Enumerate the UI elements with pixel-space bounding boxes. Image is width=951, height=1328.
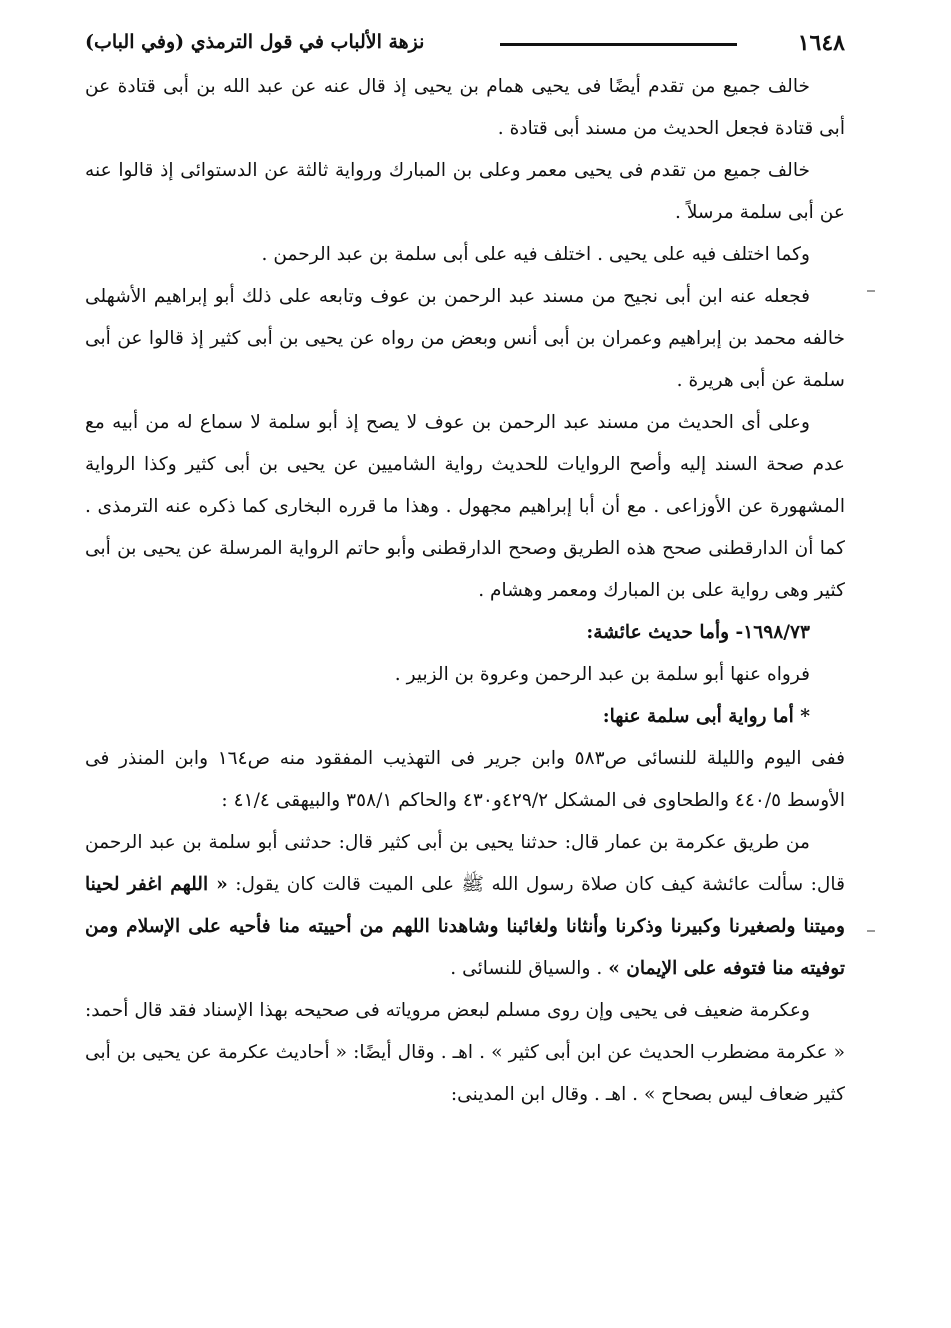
isnad-paragraph: [85, 822, 845, 990]
paragraph: وكما اختلف فيه على يحيى . اختلف فيه على أبى سلمة بن عبد الرحمن .: [261, 244, 810, 265]
sources-paragraph: ففى اليوم والليلة للنسائى ص٥٨٣ وابن جرير فى التهذيب المفقود منه ص١٦٤ وابن المنذر فى الأوسط ٤٤٠/٥ والطحاوى فى المشكل ٤٢٩/٢و٤٣٠ والحاكم ٣٥٨/١ والبيهقى ٤١/٤ :: [85, 748, 845, 811]
dua-quote: « اللهم اغفر لحينا وميتنا ولصغيرنا وكبيرنا وذكرنا وأنثانا ولغائبنا وشاهدنا اللهم من أحييته منا فأحيه على الإسلام ومن توفيته منا فتوفه على الإيمان »: [85, 874, 845, 979]
scan-artifact: [867, 290, 875, 292]
paragraph: وعلى أى الحديث من مسند عبد الرحمن بن عوف لا يصح إذ أبو سلمة لا سماع له من أبيه مع عدم صحة السند إليه وأصح الروايات للحديث رواية الشاميين عن يحيى بن أبى كثير وكذا الرواية المشهورة عن الأوزاعى . مع أن أبا إبراهيم مجهول . وهذا ما قرره البخارى كما ذكره عنه الترمذى . كما أن الدارقطنى صحح هذه الطريق وصحح الدارقطنى وأبو حاتم الرواية المرسلة عن يحيى بن أبى كثير وهى رواية على بن المبارك ومعمر وهشام .: [85, 412, 845, 601]
isnad-outro: . والسياق للنسائى .: [450, 958, 603, 979]
scan-artifact: [867, 930, 875, 932]
book-title: نزهة الألباب في قول الترمذي (وفي الباب): [85, 31, 425, 53]
page-body: [85, 66, 845, 1116]
paragraph: خالف جميع من تقدم أيضًا فى يحيى همام بن يحيى إذ قال عنه عن عبد الله بن أبى قتادة عن أبى قتادة فجعل الحديث من مسند أبى قتادة .: [85, 76, 845, 139]
final-paragraph: وعكرمة ضعيف فى يحيى وإن روى مسلم لبعض مروياته فى صحيحه بهذا الإسناد فقد قال أحمد: « عكرمة مضطرب الحديث عن ابن أبى كثير » . اهـ . وقال أيضًا: « أحاديث عكرمة عن يحيى بن أبى كثير ضعاف ليس بصحاح » . اهـ . وقال ابن المدينى:: [85, 1000, 845, 1105]
section-heading: ١٦٩٨/٧٣- وأما حديث عائشة:: [586, 622, 810, 643]
sub-heading: * أما رواية أبى سلمة عنها:: [602, 706, 810, 727]
book-page: [85, 30, 845, 1116]
isnad-intro: من طريق عكرمة بن عمار قال: حدثنا يحيى بن أبى كثير قال: حدثنى أبو سلمة بن عبد الرحمن قال: سألت عائشة كيف كان صلاة رسول الله ﷺ على الميت قالت كان يقول:: [85, 832, 845, 895]
paragraph: خالف جميع من تقدم فى يحيى معمر وعلى بن المبارك ورواية ثالثة عن الدستوائى إذ قالوا عنه عن أبى سلمة مرسلاً .: [85, 160, 845, 223]
header-divider: [500, 43, 737, 46]
page-number: ١٦٤٨: [797, 30, 845, 56]
page-header: [85, 30, 845, 64]
paragraph: فجعله عنه ابن أبى نجيح من مسند عبد الرحمن بن عوف وتابعه على ذلك أبو إبراهيم الأشهلى خالفه محمد بن إبراهيم وعمران بن أبى أنس وبعض من رواه عن يحيى بن أبى كثير إذ قالوا عن أبى سلمة عن أبى هريرة .: [85, 286, 845, 391]
narrators-line: فرواه عنها أبو سلمة بن عبد الرحمن وعروة بن الزبير .: [394, 664, 810, 685]
